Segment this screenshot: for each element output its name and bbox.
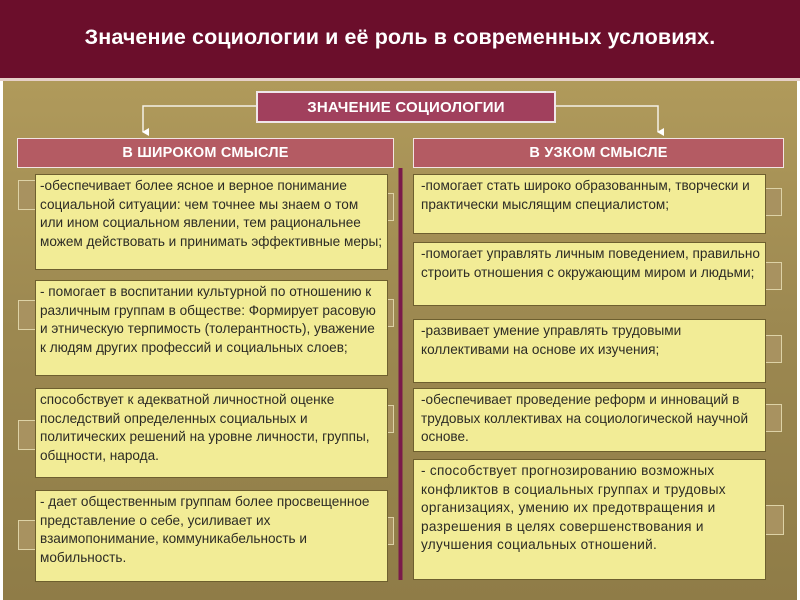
right-item-3: -развивает умение управлять трудовыми коллективами на основе их изучения; <box>413 319 766 383</box>
root-node: ЗНАЧЕНИЕ СОЦИОЛОГИИ <box>256 91 556 123</box>
right-item-2: -помогает управлять личным поведением, правильно строить отношения с окружающим миром и людьми; <box>413 242 766 306</box>
right-item-4: -обеспечивает проведение реформ и инноваций в трудовых коллективах на социологической научной основе. <box>413 388 766 452</box>
center-divider <box>399 168 403 580</box>
left-connector-arrow <box>143 106 256 132</box>
right-column-header: В УЗКОМ СМЫСЛЕ <box>413 138 784 168</box>
right-item-5: - способствует прогнозированию возможных конфликтов в социальных группах и трудовых организациях, умению их предотвращения и разрешения в целях совершенствования и улучшения социальных отношений. <box>413 459 766 580</box>
right-connector-arrow <box>556 106 658 132</box>
left-item-1: -обеспечивает более ясное и верное понимание социальной ситуации: чем точнее мы знаем о том или ином социальном явлении, тем рациональнее можем действовать и принимать эффективные меры; <box>35 174 388 270</box>
slide-title: Значение социологии и её роль в современных условиях. <box>84 25 716 49</box>
left-item-4: - дает общественным группам более просвещенное представление о себе, усиливает их взаимопонимание, коммуникабельность и мобильность. <box>35 490 388 582</box>
left-item-3: способствует к адекватной личностной оценке последствий определенных социальных и политических решений на уровне личности, группы, общности, народа. <box>35 388 388 478</box>
right-item-1: -помогает стать широко образованным, творчески и практически мыслящим специалистом; <box>413 174 766 234</box>
left-item-2: - помогает в воспитании культурной по отношению к различным группам в обществе: Формирует расовую и этническую терпимость (толерантность), уважение к людям других профессий и социальных слоев; <box>35 280 388 376</box>
left-column-header: В ШИРОКОМ СМЫСЛЕ <box>17 138 394 168</box>
